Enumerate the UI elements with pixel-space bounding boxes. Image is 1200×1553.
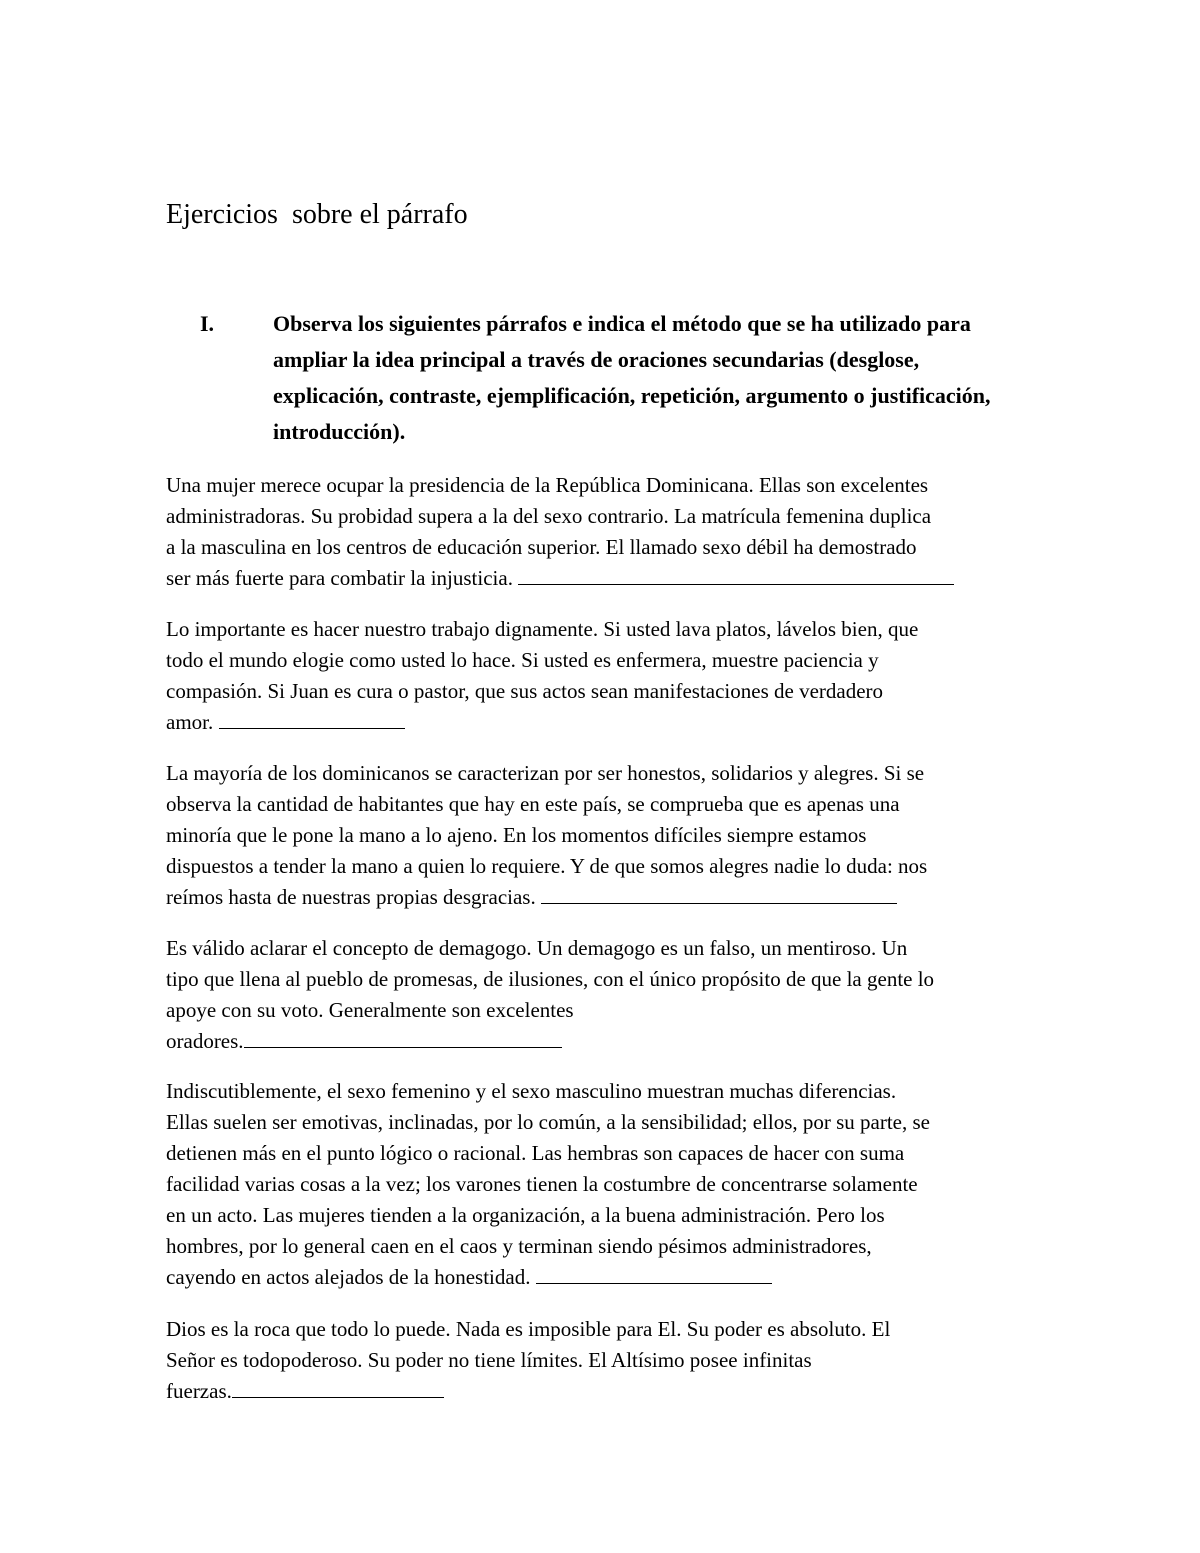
exercise-paragraph-1 bbox=[166, 470, 954, 594]
exercise-instruction bbox=[166, 306, 1046, 450]
paragraph-text: Dios es la roca que todo lo puede. Nada es imposible para El. Su poder es absoluto. El Señor es todopoderoso. Su poder no tiene límites. El Altísimo posee infinitas fuerzas. bbox=[166, 1317, 891, 1403]
answer-blank-4[interactable] bbox=[244, 1029, 562, 1048]
paragraph-text: Indiscutiblemente, el sexo femenino y el sexo masculino muestran muchas diferencias. Ellas suelen ser emotivas, inclinadas, por lo común, a la sensibilidad; ellos, por su parte, se detienen más en el punto lógico o racional. Las hembras son capaces de hacer con suma facilidad varias cosas a la vez; los varones tienen la costumbre de concentrarse solamente en un acto. Las mujeres tienden a la organización, a la buena administración. Pero los hombres, por lo general caen en el caos y terminan siendo pésimos administradores, cayendo en actos alejados de la honestidad. bbox=[166, 1079, 930, 1289]
document-title: Ejercicios sobre el párrafo bbox=[166, 199, 468, 230]
answer-blank-2[interactable] bbox=[219, 710, 405, 729]
paragraph-text: Es válido aclarar el concepto de demagogo. Un demagogo es un falso, un mentiroso. Un tipo que llena al pueblo de promesas, de ilusiones, con el único propósito de que la gente lo apoye con su voto. Generalmente son excelentes oradores. bbox=[166, 936, 935, 1053]
exercise-paragraph-2 bbox=[166, 614, 918, 738]
paragraph-text: La mayoría de los dominicanos se caracterizan por ser honestos, solidarios y alegres. Si se observa la cantidad de habitantes que hay en este país, se comprueba que es apenas una minoría que le pone la mano a lo ajeno. En los momentos difíciles siempre estamos dispuestos a tender la mano a quien lo requiere. Y de que somos alegres nadie lo duda: nos reímos hasta de nuestras propias desgracias. bbox=[166, 761, 928, 909]
answer-blank-3[interactable] bbox=[541, 885, 897, 904]
answer-blank-1[interactable] bbox=[518, 566, 954, 585]
instruction-number: I. bbox=[200, 311, 215, 336]
exercise-paragraph-6 bbox=[166, 1314, 890, 1407]
exercise-paragraph-3 bbox=[166, 758, 927, 913]
exercise-paragraph-4 bbox=[166, 933, 934, 1057]
answer-blank-6[interactable] bbox=[232, 1379, 444, 1398]
paragraph-text: Una mujer merece ocupar la presidencia de la República Dominicana. Ellas son excelentes administradoras. Su probidad supera a la del sexo contrario. La matrícula femenina duplica a la masculina en los centros de educación superior. El llamado sexo débil ha demostrado ser más fuerte para combatir la injusticia. bbox=[166, 473, 932, 590]
instruction-text: Observa los siguientes párrafos e indica el método que se ha utilizado para ampliar la idea principal a través de oraciones secundarias (desglose, explicación, contraste, ejemplificación, repetición, argumento o justificación, introducción). bbox=[273, 311, 991, 444]
paragraph-text: Lo importante es hacer nuestro trabajo dignamente. Si usted lava platos, lávelos bien, que todo el mundo elogie como usted lo hace. Si usted es enfermera, muestre paciencia y compasión. Si Juan es cura o pastor, que sus actos sean manifestaciones de verdadero amor. bbox=[166, 617, 919, 734]
answer-blank-5[interactable] bbox=[536, 1265, 772, 1284]
exercise-paragraph-5 bbox=[166, 1076, 930, 1293]
